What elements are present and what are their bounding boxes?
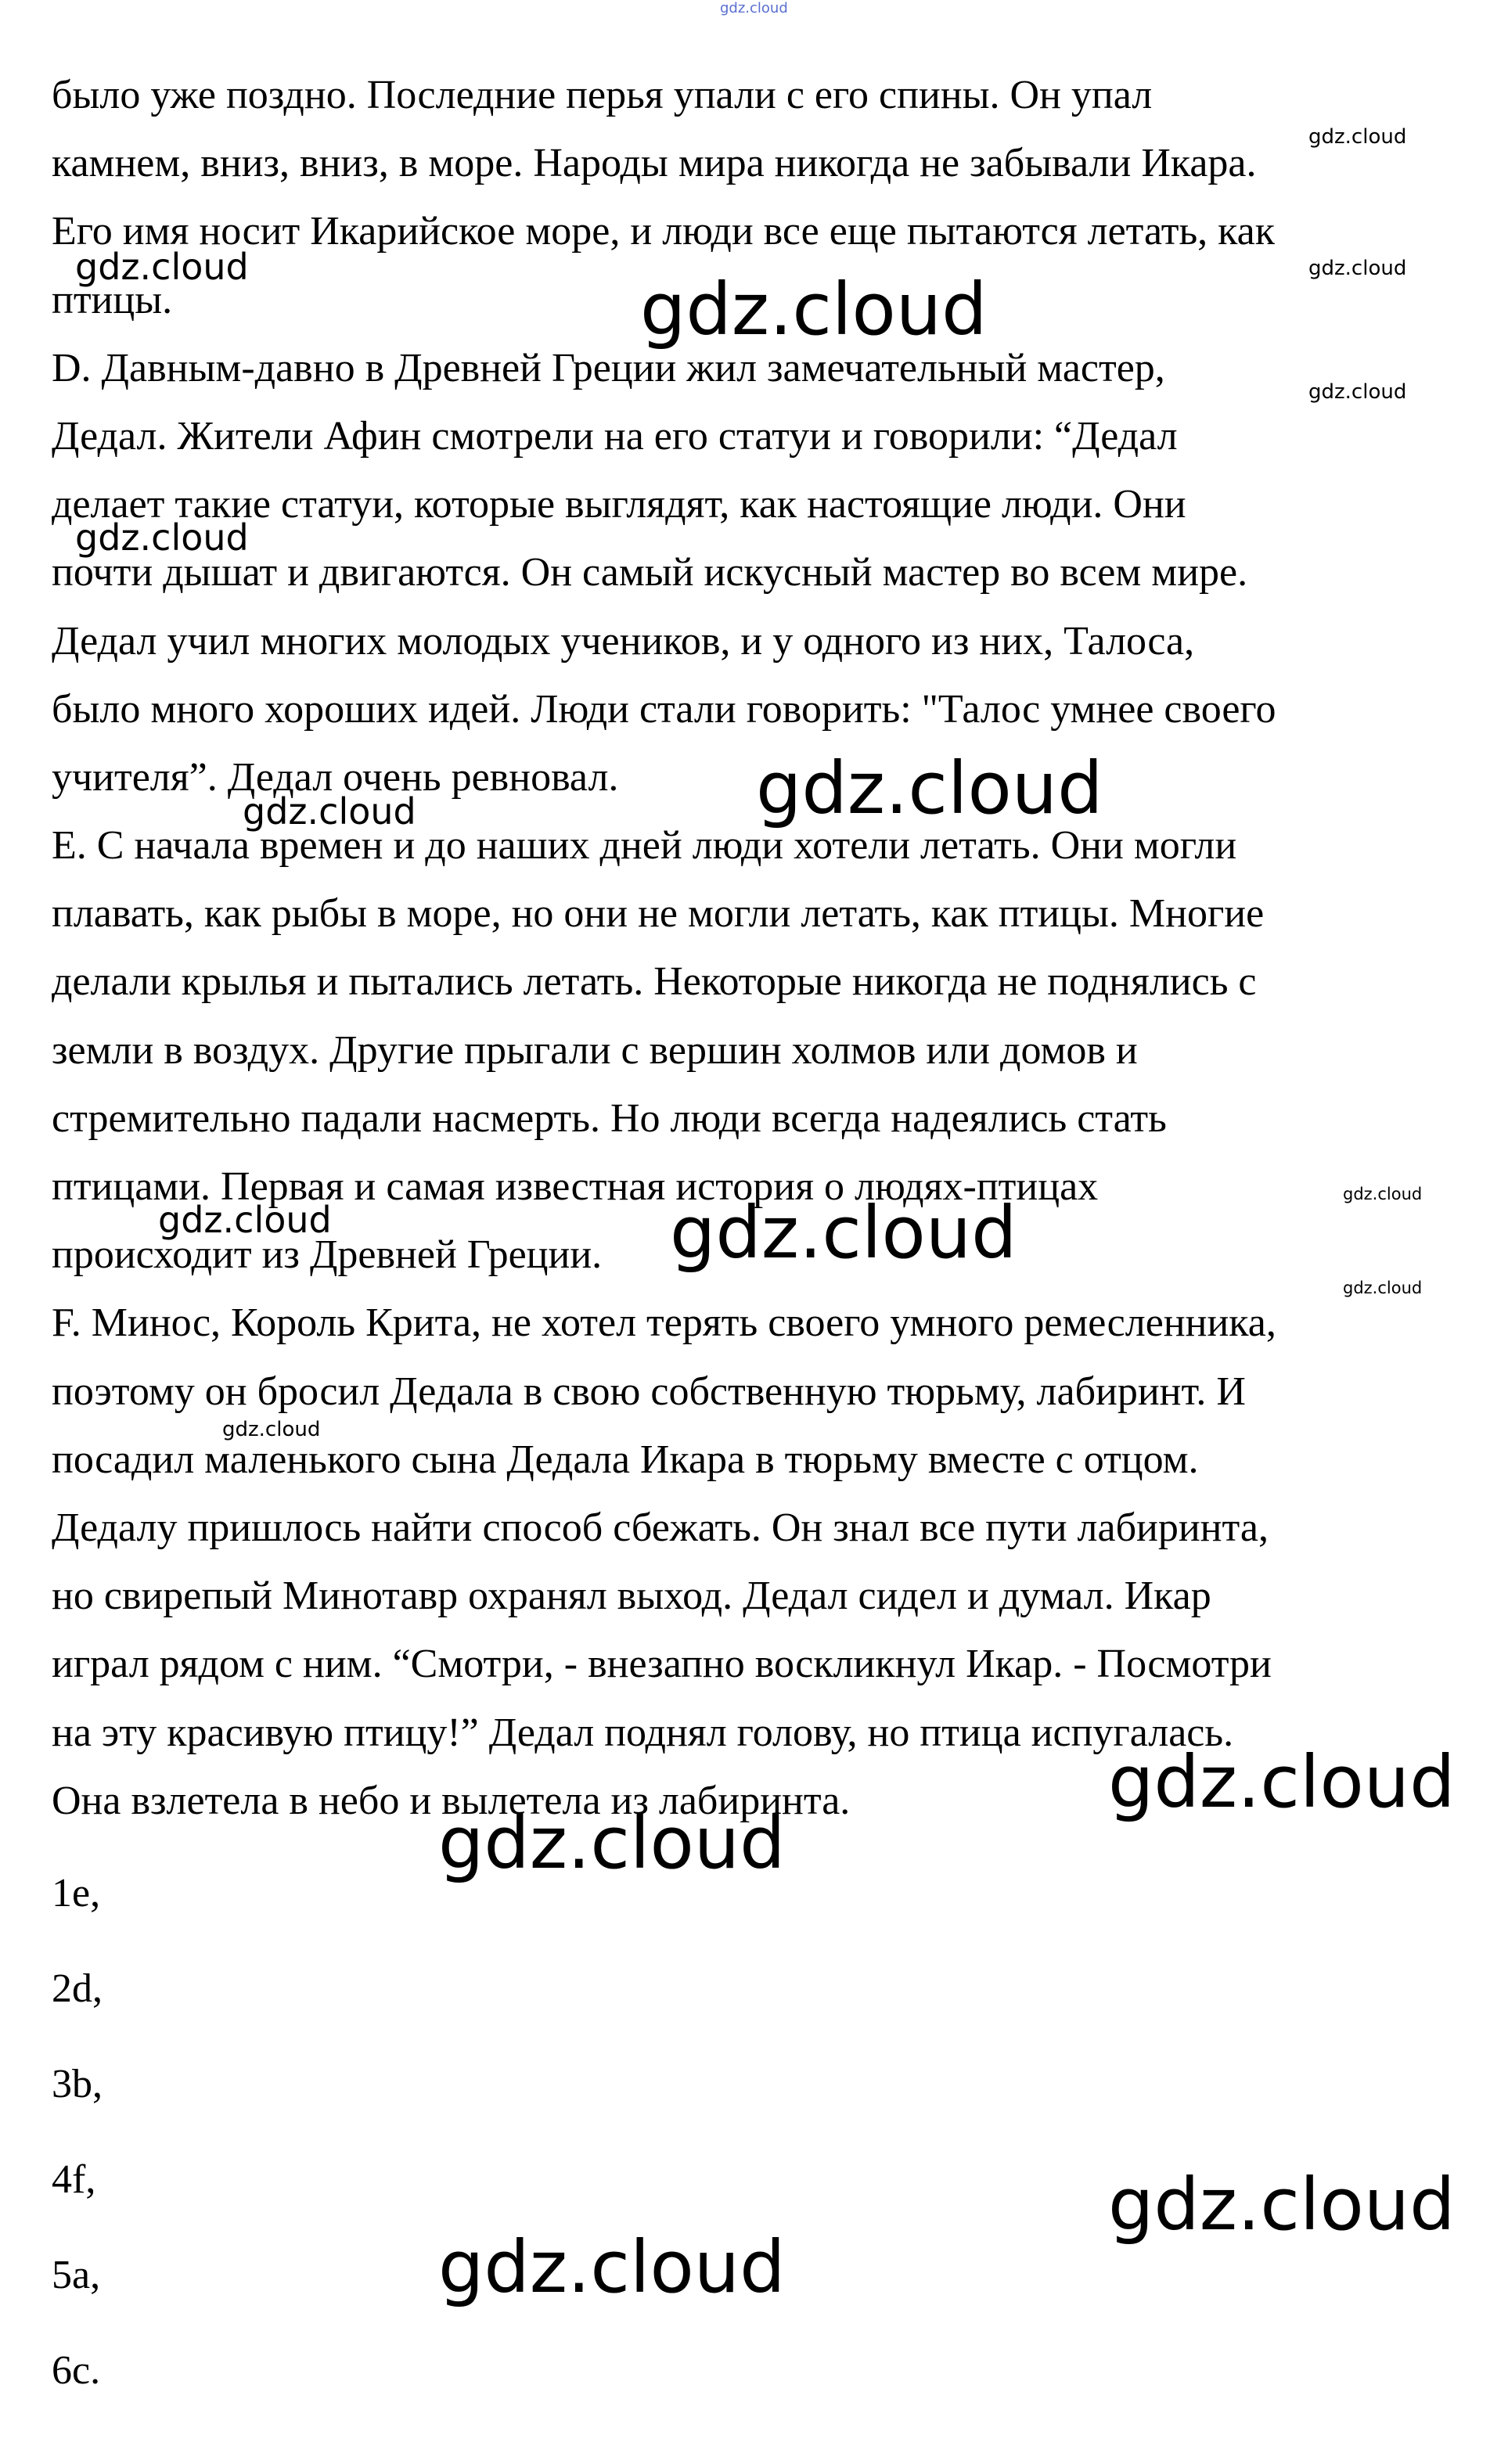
text-line: происходит из Древней Греции. xyxy=(52,1232,603,1278)
watermark: gdz.cloud xyxy=(1308,125,1407,149)
answer-item: 2d, xyxy=(52,1966,103,2011)
watermark: gdz.cloud xyxy=(1308,257,1407,280)
text-line: почти дышат и двигаются. Он самый искусный мастер во всем мире. xyxy=(52,550,1248,595)
text-line: земли в воздух. Другие прыгали с вершин холмов или домов и xyxy=(52,1027,1138,1073)
text-line: Дедал. Жители Афин смотрели на его статуи и говорили: “Дедал xyxy=(52,413,1178,459)
text-line: птицы. xyxy=(52,277,173,322)
answer-list xyxy=(52,1862,103,2435)
watermark: gdz.cloud xyxy=(222,1418,321,1441)
text-line: посадил маленького сына Дедала Икара в тюрьму вместе с отцом. xyxy=(52,1437,1199,1482)
watermark: gdz.cloud xyxy=(243,790,416,833)
answer-item: 3b, xyxy=(52,2062,103,2106)
text-line: Дедалу пришлось найти способ сбежать. Он знал все пути лабиринта, xyxy=(52,1505,1269,1550)
watermark: gdz.cloud xyxy=(438,1801,786,1885)
text-line: на эту красивую птицу!” Дедал поднял голову, но птица испугалась. xyxy=(52,1710,1234,1755)
text-line: Она взлетела в небо и вылетела из лабиринта. xyxy=(52,1778,851,1823)
text-line: Его имя носит Икарийское море, и люди все еще пытаются летать, как xyxy=(52,209,1275,254)
watermark: gdz.cloud xyxy=(670,1191,1017,1275)
watermark: gdz.cloud xyxy=(75,516,249,559)
watermark: gdz.cloud xyxy=(640,268,988,351)
watermark: gdz.cloud xyxy=(438,2225,786,2309)
text-line: играл рядом с ним. “Смотри, - внезапно воскликнул Икар. - Посмотри xyxy=(52,1642,1272,1687)
answer-item: 5a, xyxy=(52,2253,101,2297)
watermark: gdz.cloud xyxy=(1343,1185,1423,1203)
text-line: делает такие статуи, которые выглядят, как настоящие люди. Они xyxy=(52,482,1186,527)
watermark: gdz.cloud xyxy=(158,1199,332,1241)
paragraph-f-start: F. Минос, Король Крита, не хотел терять своего умного ремесленника, xyxy=(52,1300,1276,1346)
watermark: gdz.cloud xyxy=(756,746,1103,830)
watermark: gdz.cloud xyxy=(720,0,788,16)
text-line: поэтому он бросил Дедала в свою собственную тюрьму, лабиринт. И xyxy=(52,1369,1246,1414)
text-line: Дедал учил многих молодых учеников, и у одного из них, Талоса, xyxy=(52,618,1195,664)
text-line: было уже поздно. Последние перья упали с его спины. Он упал xyxy=(52,73,1153,117)
text-line: птицами. Первая и самая известная история о людях-птицах xyxy=(52,1164,1099,1209)
text-line: стремительно падали насмерть. Но люди всегда надеялись стать xyxy=(52,1095,1167,1141)
text-line: делали крылья и пытались летать. Некоторые никогда не поднялись с xyxy=(52,959,1257,1005)
answer-item: 4f, xyxy=(52,2157,96,2202)
text-line: но свирепый Минотавр охранял выход. Дедал сидел и думал. Икар xyxy=(52,1574,1211,1619)
watermark: gdz.cloud xyxy=(75,246,249,288)
answer-item: 1e, xyxy=(52,1871,101,1915)
text-line: камнем, вниз, вниз, в море. Народы мира никогда не забывали Икара. xyxy=(52,141,1257,186)
watermark: gdz.cloud xyxy=(1343,1279,1423,1297)
watermark: gdz.cloud xyxy=(1308,380,1407,404)
paragraph-d-start: D. Давным-давно в Древней Греции жил замечательный мастер, xyxy=(52,345,1165,390)
text-line: было много хороших идей. Люди стали говорить: "Талос умнее своего xyxy=(52,686,1276,732)
watermark: gdz.cloud xyxy=(1108,1740,1456,1824)
text-line: плавать, как рыбы в море, но они не могли летать, как птицы. Многие xyxy=(52,891,1265,937)
paragraph-e-start: E. С начала времен и до наших дней люди хотели летать. Они могли xyxy=(52,823,1237,869)
answer-item: 6c. xyxy=(52,2348,101,2393)
text-line: учителя”. Дедал очень ревновал. xyxy=(52,754,619,800)
watermark: gdz.cloud xyxy=(1108,2163,1456,2246)
